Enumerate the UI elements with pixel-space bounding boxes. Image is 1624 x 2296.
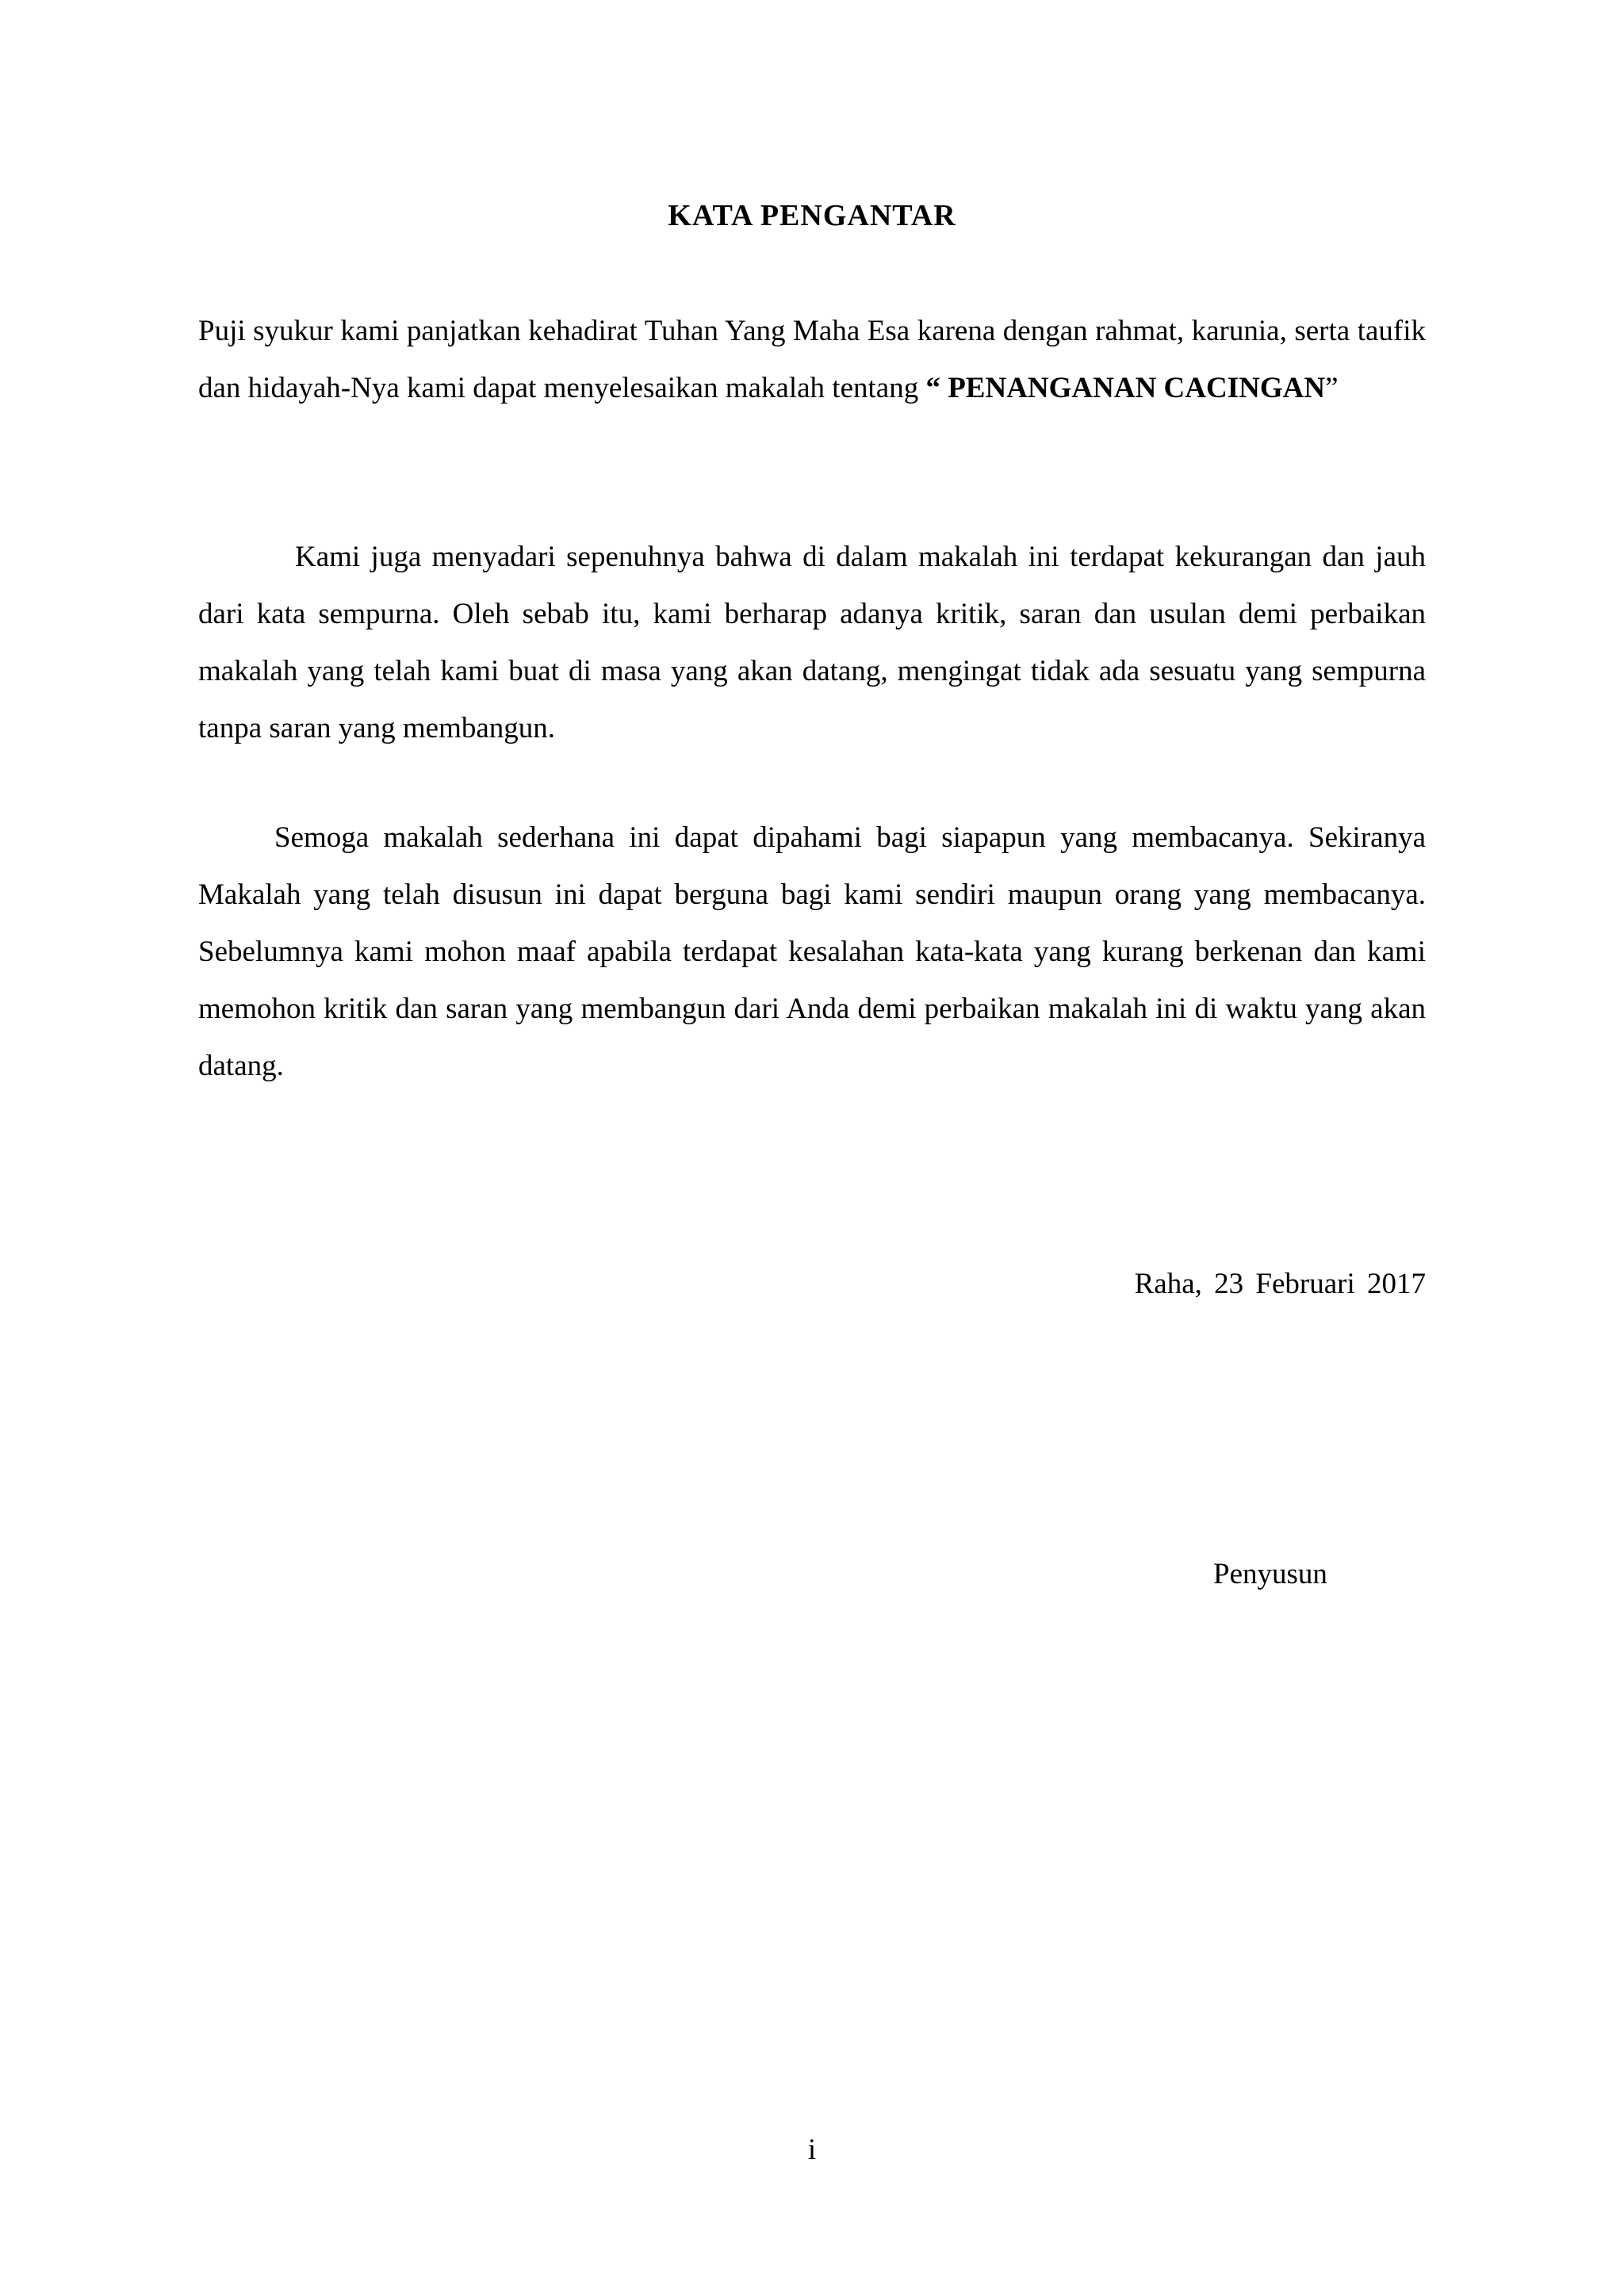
paragraph-closing: Semoga makalah sederhana ini dapat dipahami bagi siapapun yang membacanya. Sekiranya Makalah yang telah disusun ini dapat berguna bagi kami sendiri maupun orang yang membacanya. Sebelumnya kami mohon maaf apabila terdapat kesalahan kata-kata yang kurang berkenan dan kami memohon kritik dan saran yang membangun dari Anda demi perbaikan makalah ini di waktu yang akan datang. — [198, 821, 1426, 1082]
paragraph-acknowledgement: Kami juga menyadari sepenuhnya bahwa di dalam makalah ini terdapat kekurangan dan jauh dari kata sempurna. Oleh sebab itu, kami berharap adanya kritik, saran dan usulan demi perbaikan makalah yang telah kami buat di masa yang akan datang, mengingat tidak ada sesuatu yang sempurna tanpa saran yang membangun. — [198, 541, 1426, 744]
paragraph-opening — [198, 303, 1426, 417]
page-number: i — [807, 2133, 817, 2166]
page-title: KATA PENGANTAR — [668, 199, 956, 232]
makalah-topic: PENANGANAN CACINGAN — [940, 372, 1326, 404]
signer-name: Penyusun — [1213, 1558, 1327, 1590]
open-quote: “ — [925, 372, 940, 404]
close-quote: ” — [1325, 372, 1339, 404]
paragraph-opening-text: Puji syukur kami panjatkan kehadirat Tuhan Yang Maha Esa karena dengan rahmat, karunia, serta taufik dan hidayah-Nya kami dapat menyelesaikan makalah tentang — [198, 315, 1426, 404]
place-and-date: Raha, 23 Februari 2017 — [1134, 1268, 1426, 1300]
